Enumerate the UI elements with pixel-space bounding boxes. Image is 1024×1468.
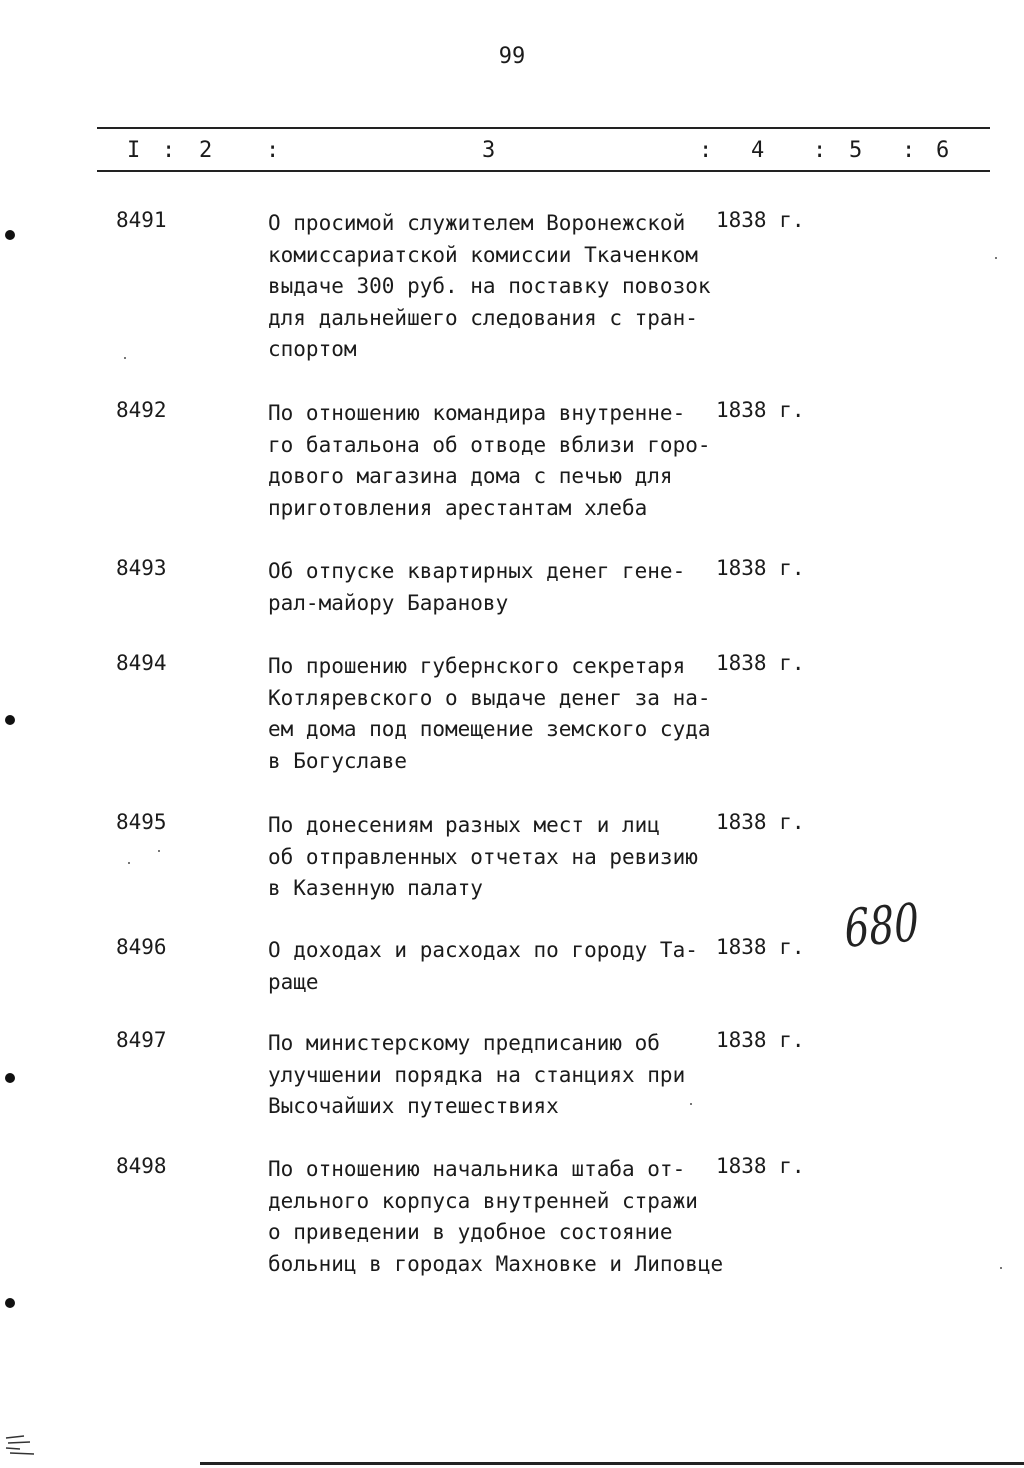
entry-date: 1838 г. [716,398,805,422]
entry-date: 1838 г. [716,810,805,834]
scan-speck [124,357,126,359]
entry-number: 8497 [116,1028,167,1052]
entry-date: 1838 г. [716,935,805,959]
entry-title: По отношению начальника штаба от- дельного корпуса внутренней стражи о приведении в удобное состояние больниц в городах Махновке и Липовце [268,1157,724,1276]
page-bottom-edge [200,1462,1024,1465]
margin-scribble [4,1432,40,1460]
entry-number: 8493 [116,556,167,580]
entry-title: По прошению губернского секретаря Котляревского о выдаче денег за на- ем дома под помещение земского суда в Богуславе [268,654,711,773]
scan-speck [690,1103,692,1105]
scan-speck [158,850,160,852]
binding-hole [5,1298,15,1308]
entry-number: 8491 [116,208,167,232]
scan-speck [1000,1267,1002,1269]
header-col-4: 4 [751,138,765,163]
entry-number: 8495 [116,810,167,834]
entry-date: 1838 г. [716,556,805,580]
entry-date: 1838 г. [716,208,805,232]
header-col-5: 5 [849,138,863,163]
header-separator: : [813,138,827,163]
scan-speck [995,257,997,259]
binding-hole [5,230,15,240]
entry-number: 8496 [116,935,167,959]
header-rule-top [97,127,990,129]
binding-hole [5,1073,15,1083]
entry-date: 1838 г. [716,651,805,675]
header-col-3: 3 [482,138,496,163]
header-separator: : [902,138,916,163]
binding-hole [5,715,15,725]
entry-title: По донесениям разных мест и лиц об отправленных отчетах на ревизию в Казенную палату [268,813,698,900]
entry-title: О доходах и расходах по городу Та- раще [268,938,698,994]
entry-number: 8494 [116,651,167,675]
header-col-6: 6 [936,138,950,163]
entry-title: О просимой служителем Воронежской комиссариатской комиссии Ткаченком выдаче 300 руб. на поставку повозок для дальнейшего следования с тран- спортом [268,211,711,361]
header-col-1: I [127,138,141,163]
header-col-2: 2 [199,138,213,163]
header-separator: : [699,138,713,163]
entry-date: 1838 г. [716,1154,805,1178]
entry-date: 1838 г. [716,1028,805,1052]
scan-speck [128,862,130,864]
header-separator: : [266,138,280,163]
entry-number: 8498 [116,1154,167,1178]
entry-title: По министерскому предписанию об улучшении порядка на станциях при Высочайших путешествиях [268,1031,686,1118]
entry-number: 8492 [116,398,167,422]
header-rule-bottom [97,170,990,172]
handwritten-folio-annotation: 680 [843,893,921,960]
header-separator: : [162,138,176,163]
page-number: 99 [498,44,526,69]
entry-title: По отношению командира внутренне- го батальона об отводе вблизи горо- дового магазина дома с печью для приготовления арестантам хлеба [268,401,711,520]
entry-title: Об отпуске квартирных денег гене- рал-майору Баранову [268,559,686,615]
